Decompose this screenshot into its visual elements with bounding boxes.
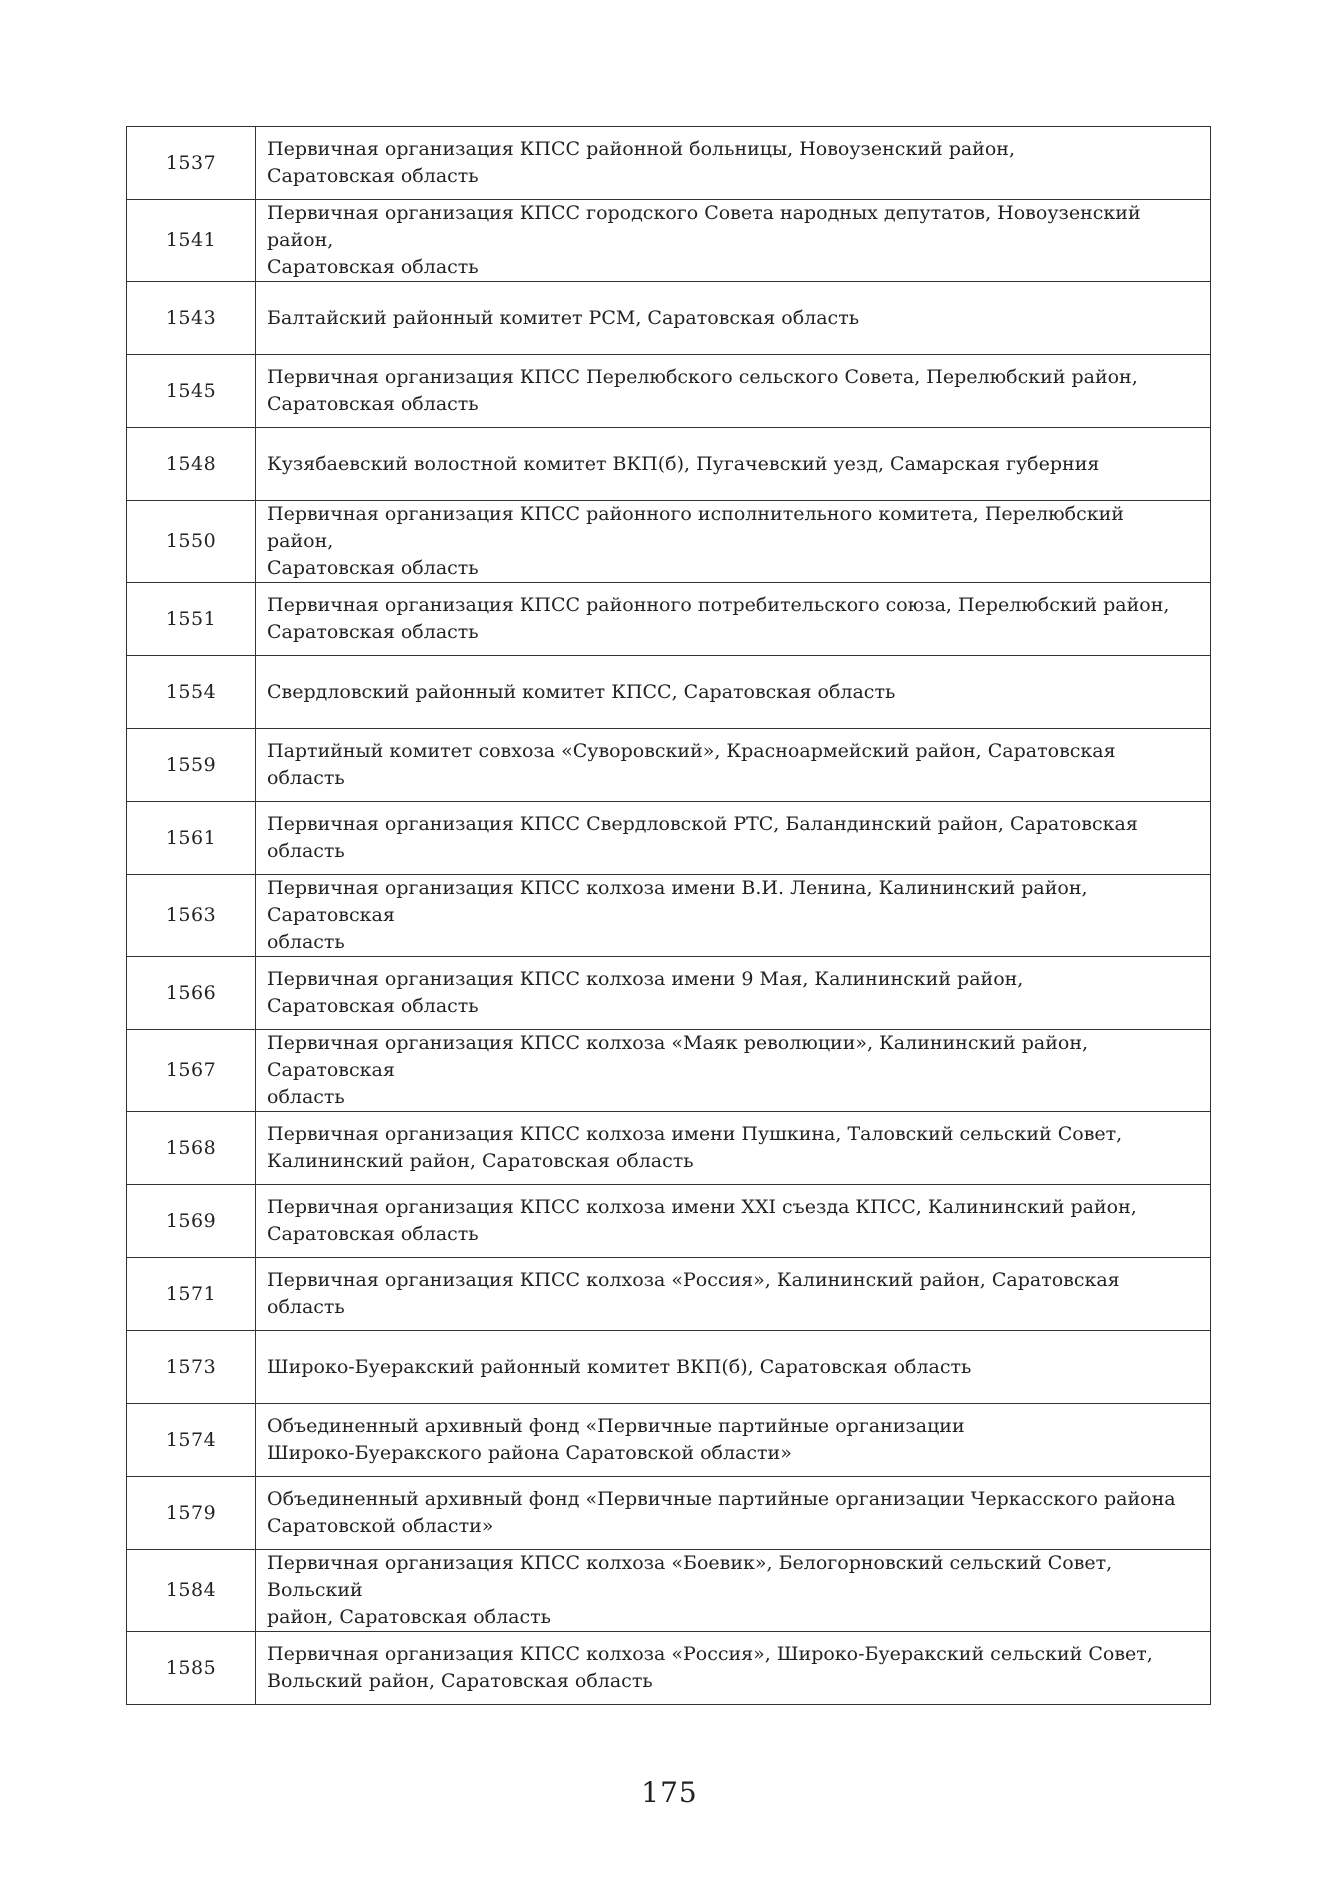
fund-number: 1543 [127,282,256,355]
table-row [127,583,1211,656]
fund-number: 1571 [127,1258,256,1331]
table-row [127,355,1211,428]
table-row [127,1030,1211,1112]
table-row [127,957,1211,1030]
fund-name: Свердловский районный комитет КПСС, Саратовская область [256,656,1211,729]
table-row [127,729,1211,802]
fund-name: Партийный комитет совхоза «Суворовский», Красноармейский район, Саратовская область [256,729,1211,802]
table-row [127,875,1211,957]
table-row [127,282,1211,355]
fund-number: 1551 [127,583,256,656]
fund-name: Балтайский районный комитет РСМ, Саратовская область [256,282,1211,355]
fund-name: Объединенный архивный фонд «Первичные партийные организации Широко-Буеракского района Саратовской области» [256,1404,1211,1477]
fund-number: 1574 [127,1404,256,1477]
fund-name: Широко-Буеракский районный комитет ВКП(б), Саратовская область [256,1331,1211,1404]
fund-number: 1567 [127,1030,256,1112]
fund-table-body [127,127,1211,1705]
fund-name: Первичная организация КПСС колхоза имени Пушкина, Таловский сельский Совет, Калининский район, Саратовская область [256,1112,1211,1185]
fund-name: Первичная организация КПСС колхоза «Маяк революции», Калининский район, Саратовская область [256,1030,1211,1112]
fund-number: 1559 [127,729,256,802]
fund-name: Первичная организация КПСС колхоза «Боевик», Белогорновский сельский Совет, Вольский район, Саратовская область [256,1550,1211,1632]
table-row [127,1112,1211,1185]
table-row [127,1185,1211,1258]
fund-name: Первичная организация КПСС Перелюбского сельского Совета, Перелюбский район, Саратовская область [256,355,1211,428]
fund-number: 1537 [127,127,256,200]
fund-number: 1563 [127,875,256,957]
table-row [127,1404,1211,1477]
table-row [127,1331,1211,1404]
table-row [127,200,1211,282]
fund-name: Объединенный архивный фонд «Первичные партийные организации Черкасского района Саратовской области» [256,1477,1211,1550]
fund-number: 1579 [127,1477,256,1550]
fund-name: Первичная организация КПСС колхоза «Россия», Калининский район, Саратовская область [256,1258,1211,1331]
fund-table [126,126,1211,1705]
fund-number: 1554 [127,656,256,729]
fund-name: Первичная организация КПСС колхоза «Россия», Широко-Буеракский сельский Совет, Вольский район, Саратовская область [256,1632,1211,1705]
table-row [127,428,1211,501]
table-row [127,656,1211,729]
table-row [127,1632,1211,1705]
fund-number: 1573 [127,1331,256,1404]
fund-number: 1545 [127,355,256,428]
fund-name: Первичная организация КПСС колхоза имени В.И. Ленина, Калининский район, Саратовская область [256,875,1211,957]
fund-number: 1541 [127,200,256,282]
fund-number: 1569 [127,1185,256,1258]
table-row [127,1477,1211,1550]
fund-number: 1566 [127,957,256,1030]
fund-name: Первичная организация КПСС районного потребительского союза, Перелюбский район, Саратовская область [256,583,1211,656]
fund-name: Кузябаевский волостной комитет ВКП(б), Пугачевский уезд, Самарская губерния [256,428,1211,501]
table-row [127,802,1211,875]
fund-number: 1584 [127,1550,256,1632]
page-number: 175 [641,1776,698,1809]
table-row [127,1550,1211,1632]
fund-name: Первичная организация КПСС Свердловской РТС, Баландинский район, Саратовская область [256,802,1211,875]
table-row [127,1258,1211,1331]
fund-number: 1568 [127,1112,256,1185]
fund-number: 1548 [127,428,256,501]
fund-name: Первичная организация КПСС колхоза имени XXI съезда КПСС, Калининский район, Саратовская область [256,1185,1211,1258]
table-row [127,501,1211,583]
fund-name: Первичная организация КПСС городского Совета народных депутатов, Новоузенский район, Саратовская область [256,200,1211,282]
fund-name: Первичная организация КПСС колхоза имени 9 Мая, Калининский район, Саратовская область [256,957,1211,1030]
fund-number: 1561 [127,802,256,875]
fund-name: Первичная организация КПСС районного исполнительного комитета, Перелюбский район, Саратовская область [256,501,1211,583]
fund-number: 1550 [127,501,256,583]
table-row [127,127,1211,200]
fund-name: Первичная организация КПСС районной больницы, Новоузенский район, Саратовская область [256,127,1211,200]
fund-number: 1585 [127,1632,256,1705]
